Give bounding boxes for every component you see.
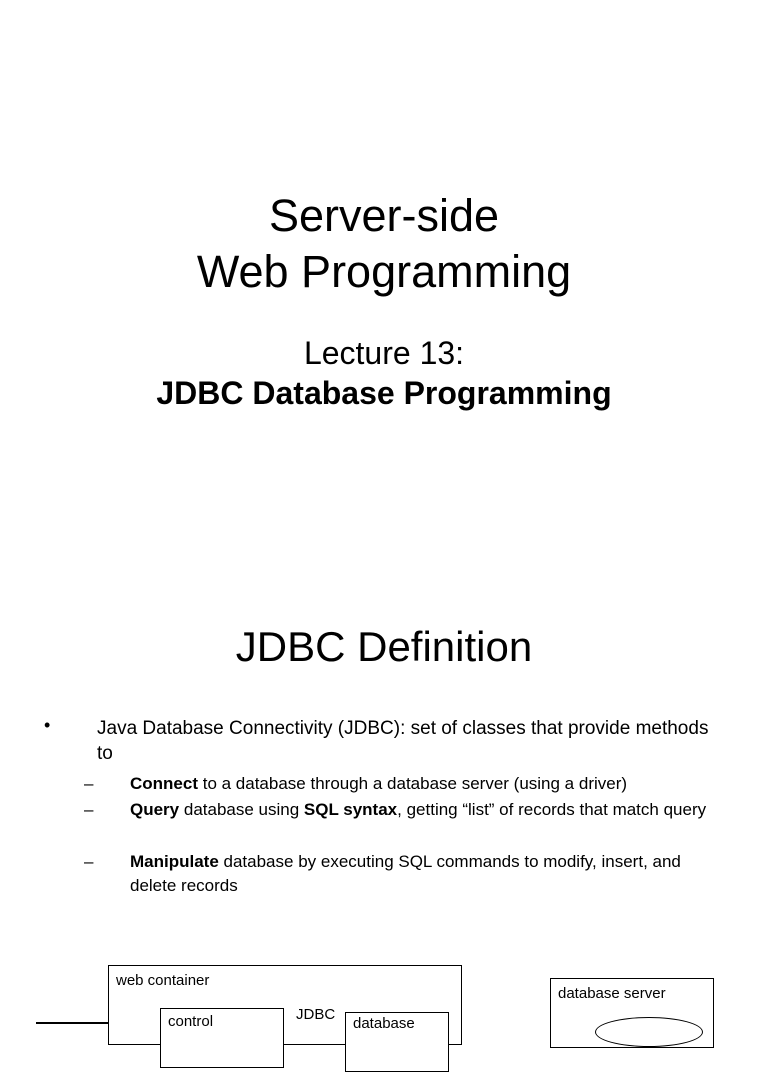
database-server-label: database server <box>558 985 666 1002</box>
dash-icon: – <box>84 774 94 793</box>
sub-item-bold: SQL syntax <box>303 800 398 819</box>
database-server-box <box>550 978 714 1048</box>
sub-item-bold: Manipulate <box>130 852 219 871</box>
dash-icon: – <box>84 852 94 871</box>
slide-title-line-2: Web Programming <box>196 246 572 297</box>
sub-item-connect <box>130 772 730 796</box>
sub-item-bold: Query <box>130 800 180 819</box>
sub-item-query <box>130 798 730 822</box>
web-container-label: web container <box>116 972 210 989</box>
sub-item-bold: Connect <box>130 774 198 793</box>
bullet-icon: • <box>44 715 51 735</box>
sub-item-manipulate <box>130 850 730 898</box>
database-box <box>345 1012 449 1072</box>
slide-title: JDBC Definition <box>235 623 533 670</box>
lecture-number: Lecture 13: <box>303 335 465 371</box>
database-label: database <box>353 1015 415 1032</box>
sub-item-text: , getting “list” of records that match query <box>397 800 707 819</box>
slide-title-line-1: Server-side <box>268 190 500 241</box>
database-cylinder-icon <box>595 1017 703 1047</box>
lecture-topic: JDBC Database Programming <box>156 375 612 411</box>
web-container-box <box>108 965 462 1045</box>
control-box <box>160 1008 284 1068</box>
sub-item-text: database by executing SQL commands to modify, insert, and delete records <box>130 852 681 895</box>
jdbc-label: JDBC <box>296 1006 336 1023</box>
bullet-text: Java Database Connectivity (JDBC): set of classes that provide methods to <box>97 718 709 764</box>
dash-icon: – <box>84 800 94 819</box>
sub-item-text: to a database through a database server (using a driver) <box>198 774 628 793</box>
sub-item-text: database using <box>179 800 304 819</box>
definition-slide <box>0 560 768 1032</box>
control-label: control <box>168 1013 214 1030</box>
